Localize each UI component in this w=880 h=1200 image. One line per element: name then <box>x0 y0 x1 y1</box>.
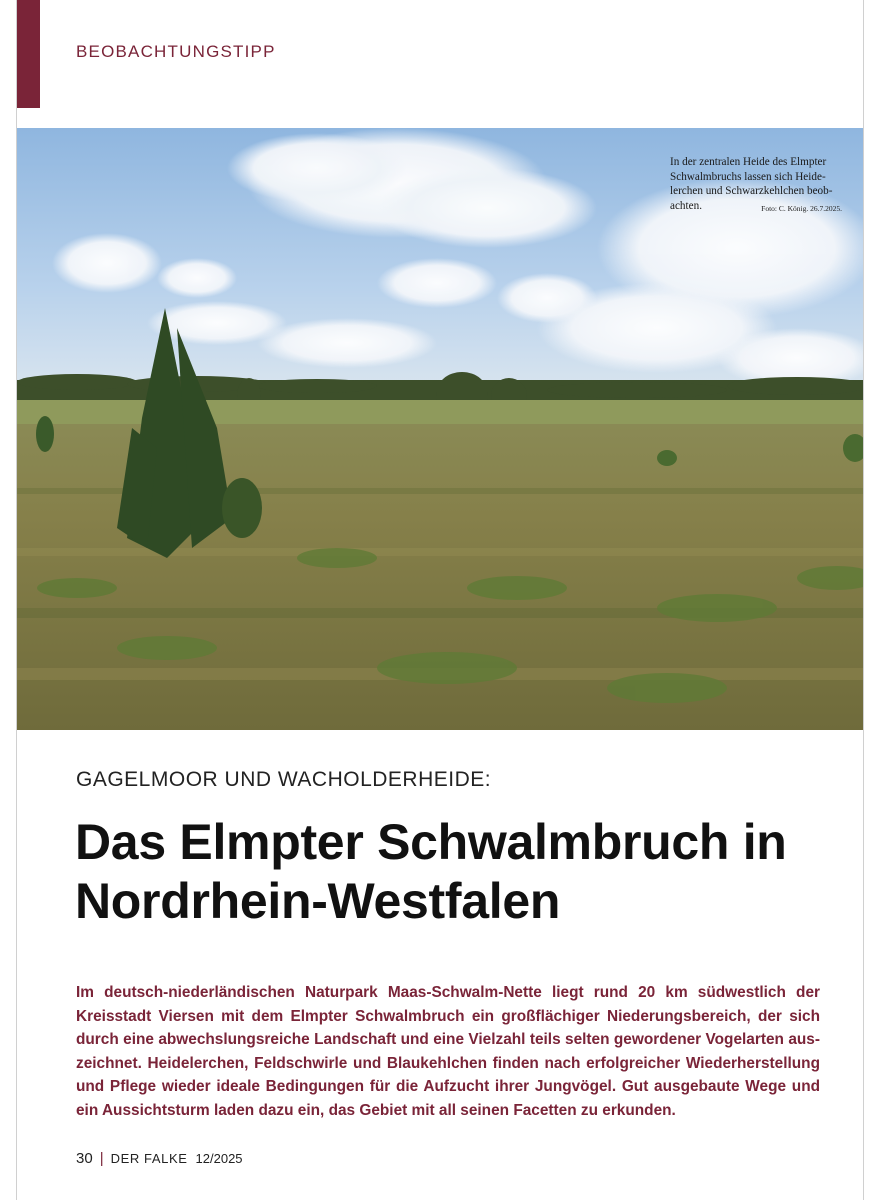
magazine-name: DER FALKE <box>110 1151 188 1166</box>
article-headline: Das Elmpter Schwalmbruch in Nordrhein-Westfalen <box>75 814 787 929</box>
landscape-photo <box>17 128 863 730</box>
page-border-right <box>863 0 864 1200</box>
small-juniper <box>36 416 54 452</box>
footer-separator: | <box>99 1150 104 1167</box>
photo-caption <box>670 155 842 216</box>
article-lead: Im deutsch-niederländischen Naturpark Maas-Schwalm-Nette liegt rund 20 km südwestlich der Kreisstadt Viersen mit dem Elmpter Schwalmbruch ein großflächiger Niederungsbereich, der sich durch eine abwechslungsreiche Landschaft und eine Vielzahl teils selten gewordener Vogelarten auszeichnet. Heidelerchen, Feldschwirle und Blaukehlchen finden nach erfolgreicher Wiederherstellung und Pflege wieder ideale Bedingungen für die Aufzucht ihrer Jungvögel. Gut ausgebaute Wege und ein Aussichtsturm laden dazu ein, das Gebiet mit all seinen Facetten zu erkunden. <box>76 984 820 1119</box>
section-accent-bar <box>17 0 40 108</box>
page-number: 30 <box>76 1150 93 1167</box>
article-kicker: GAGELMOOR UND WACHOLDERHEIDE: <box>76 768 492 791</box>
heathland-illustration <box>17 128 863 730</box>
photo-credit: Foto: C. König. 26.7.2025. <box>761 203 842 213</box>
issue-number: 12/2025 <box>195 1151 243 1166</box>
section-label: BEOBACHTUNGSTIPP <box>76 42 276 61</box>
photo-caption-text: In der zentralen Heide des Elmpter Schwalmbruchs lassen sich Heidelerchen und Schwarzkehlchen beobachten. <box>670 156 833 212</box>
page-footer <box>76 1150 243 1167</box>
